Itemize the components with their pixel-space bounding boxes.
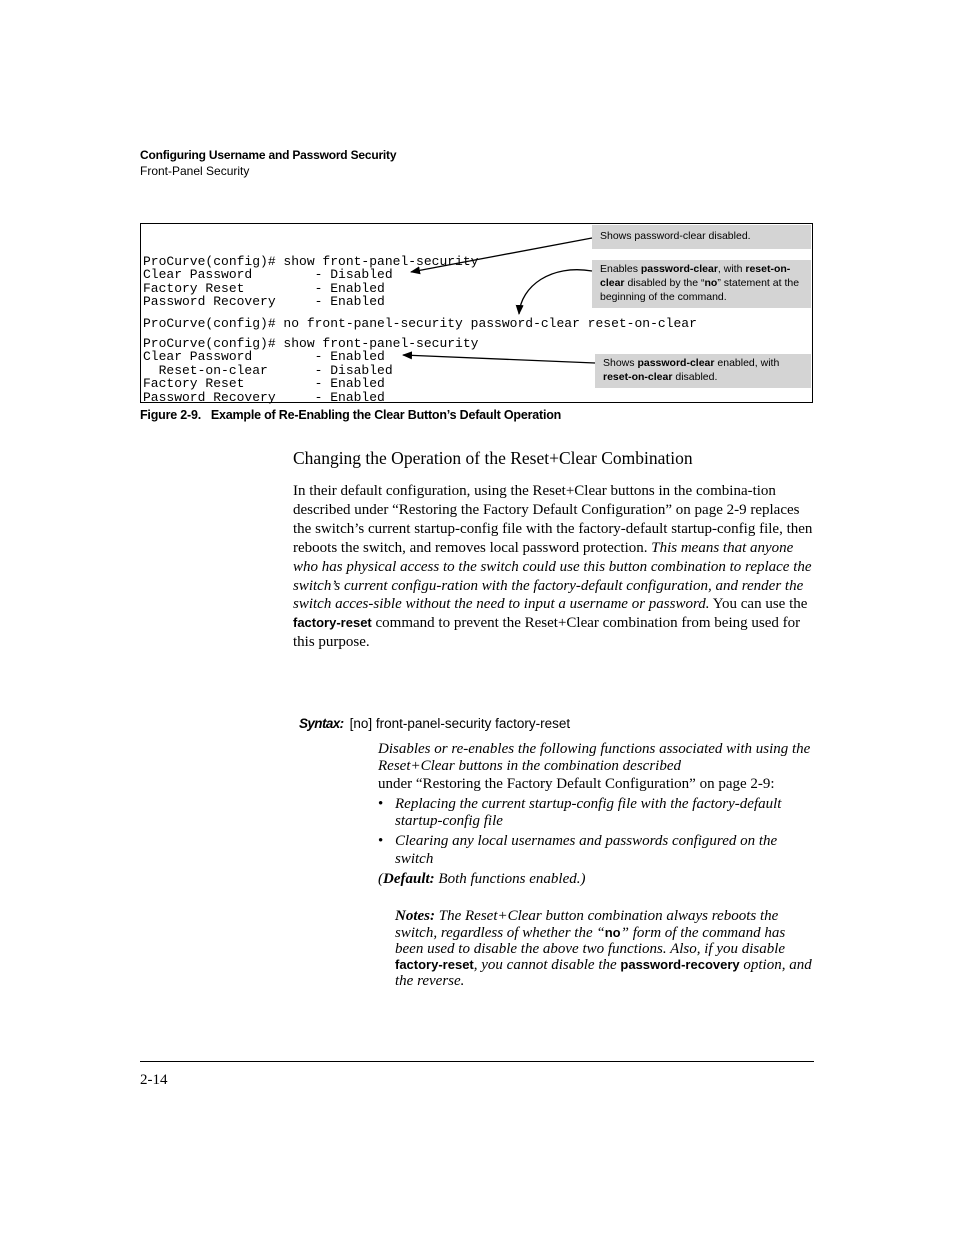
notes-text-2: ” form of the command has been used to disable the above two functions. Also, if you disable — [395, 924, 786, 957]
default-label: Default: — [383, 871, 435, 888]
notes-text-1: The Reset+Clear button combination always reboots the switch, regardless of whether the “ — [395, 908, 779, 941]
figure-caption: Figure 2-9. Example of Re-Enabling the Clear Button’s Default Operation — [140, 408, 562, 422]
syntax-label: Syntax: — [299, 716, 344, 731]
bullet-text-2: Clearing any local usernames and passwords configured on the switch — [395, 833, 778, 867]
list-item — [378, 833, 818, 868]
footer-rule — [140, 1061, 814, 1062]
callout-3-post: disabled. — [672, 371, 718, 383]
default-line — [378, 871, 818, 888]
list-item — [378, 796, 818, 831]
bullet-text-1: Replacing the current startup-config file with the factory-default startup-config file — [395, 795, 782, 830]
body-text-italic: This means that anyone who has physical access to the switch could use this button combination to replace the switch’s current configu-ration with the factory-default configuration, and render the switch acces-sible without the need to input a username or password. — [293, 539, 812, 613]
notes-kw-no: no — [604, 924, 621, 940]
running-header-subtitle: Front-Panel Security — [140, 164, 250, 178]
callout-3-pre: Shows — [603, 357, 638, 369]
page-number: 2-14 — [140, 1072, 168, 1088]
callout-3-kw-reset-on-clear: reset-on-clear — [603, 371, 673, 383]
arrow-to-no-command — [519, 270, 592, 314]
terminal-output-after: ProCurve(config)# show front-panel-security Clear Password - Enabled Reset-on-clear - Disabled Factory Reset - Enabled Password Recovery - Enabled — [143, 336, 479, 405]
body-text-1: In their default configuration, using the Reset+Clear buttons in the combina-tion described under “Restoring the Factory Default Configuration” on page 2-9 replaces the switch’s current startup-config file with the factory-default startup-config file, then reboots the switch, and removes local password protection. — [293, 483, 813, 556]
callout-3-mid: enabled, with — [714, 357, 780, 369]
callout-2-post: ” statement at the beginning of the command. — [600, 277, 800, 303]
syntax-description — [378, 741, 818, 888]
running-header-title: Configuring Username and Password Security — [140, 148, 397, 162]
notes-kw-password-recovery: password-recovery — [620, 957, 740, 973]
body-text-2: You can use the — [709, 596, 808, 613]
body-kw-factory-reset: factory-reset — [293, 615, 372, 631]
desc-italic: Disables or re-enables the following functions associated with using the Reset+Clear buttons in the combination described — [378, 741, 811, 775]
desc-plain: under “Restoring the Factory Default Configuration” on page 2-9: — [378, 775, 775, 792]
callout-arrows — [141, 224, 814, 404]
callout-1-text: Shows password-clear disabled. — [600, 230, 751, 242]
default-text: Both functions enabled.) — [434, 871, 586, 888]
callout-3-kw-password-clear: password-clear — [637, 357, 715, 369]
arrow-to-clear-password-enabled — [403, 355, 595, 363]
terminal-command-no: ProCurve(config)# no front-panel-security password-clear reset-on-clear — [143, 316, 697, 331]
figure-terminal-box — [140, 223, 813, 403]
section-heading: Changing the Operation of the Reset+Clear Combination — [293, 448, 693, 468]
notes-text-3: , you cannot disable the — [473, 957, 621, 974]
body-text-3: command to prevent the Reset+Clear combination from being used for this purpose. — [293, 615, 801, 651]
callout-2-mid: , with — [717, 263, 746, 275]
bullet-icon: • — [378, 795, 384, 812]
arrow-to-clear-password-disabled — [411, 238, 592, 272]
terminal-output-before: ProCurve(config)# show front-panel-security Clear Password - Disabled Factory Reset - Enabled Password Recovery - Enabled — [143, 254, 479, 310]
syntax-line — [299, 716, 570, 731]
callout-2-kw-no: no — [704, 277, 718, 289]
default-open: ( — [378, 871, 383, 888]
syntax-command: [no] front-panel-security factory-reset — [349, 716, 571, 731]
callout-2-pre: Enables — [600, 263, 641, 275]
callout-2-kw-password-clear: password-clear — [640, 263, 718, 275]
notes-kw-factory-reset: factory-reset — [395, 957, 474, 973]
callout-2-mid2: disabled by the “ — [624, 277, 705, 289]
notes-block — [395, 909, 815, 990]
notes-label: Notes: — [395, 908, 435, 924]
body-paragraph — [293, 482, 815, 652]
bullet-icon: • — [378, 833, 384, 850]
callout-2-kw-reset-on-clear: reset-on-clear — [600, 263, 791, 289]
notes-text-4: option, and the reverse. — [395, 957, 812, 990]
